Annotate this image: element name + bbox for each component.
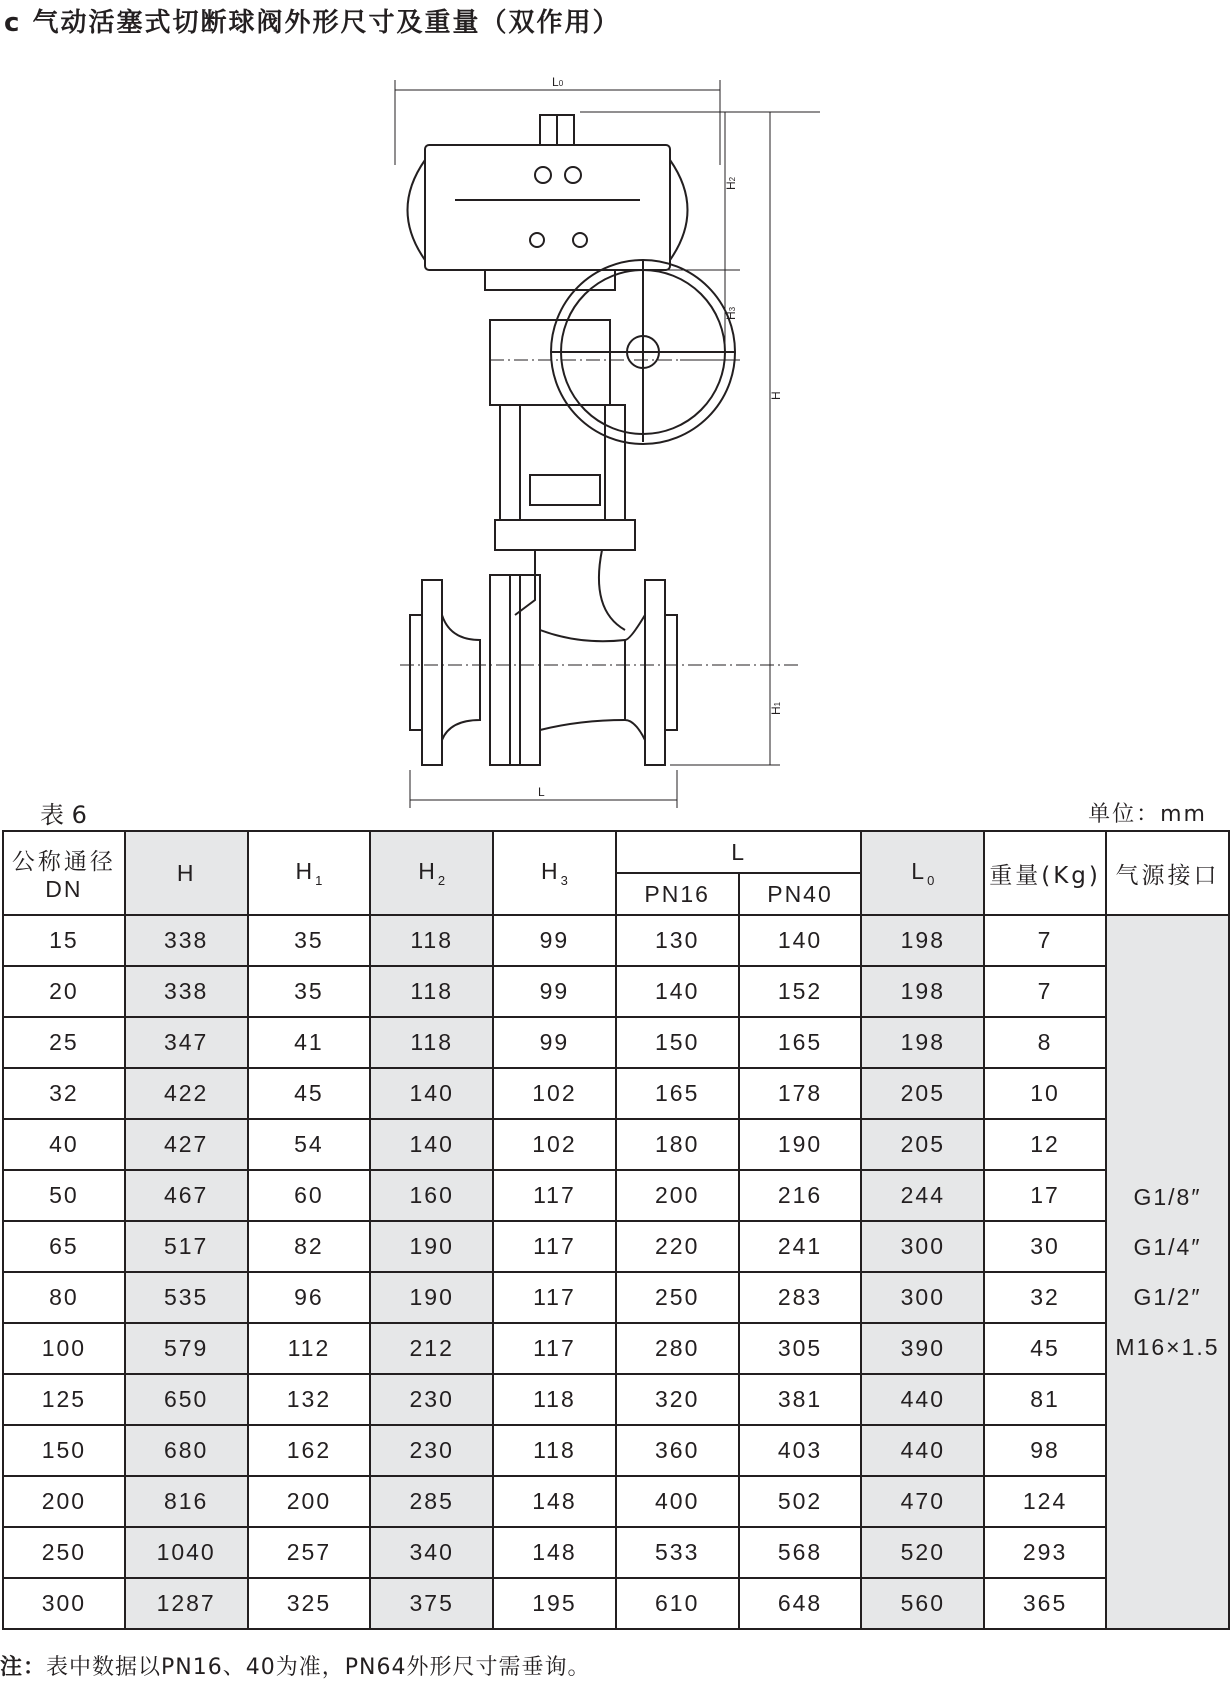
table-cell: 17 bbox=[984, 1170, 1106, 1221]
table-cell: 140 bbox=[370, 1119, 493, 1170]
table-row bbox=[3, 915, 1229, 966]
table-cell: 35 bbox=[248, 915, 371, 966]
table-cell: 165 bbox=[616, 1068, 739, 1119]
table-cell: 32 bbox=[3, 1068, 125, 1119]
table-row bbox=[3, 1578, 1229, 1629]
table-cell: 117 bbox=[493, 1221, 616, 1272]
table-cell: 347 bbox=[125, 1017, 248, 1068]
table-cell: 230 bbox=[370, 1425, 493, 1476]
table-cell: 118 bbox=[370, 1017, 493, 1068]
table-cell: 320 bbox=[616, 1374, 739, 1425]
table-cell: 533 bbox=[616, 1527, 739, 1578]
table-cell: 440 bbox=[861, 1374, 984, 1425]
table-row bbox=[3, 1017, 1229, 1068]
table-cell: 360 bbox=[616, 1425, 739, 1476]
table-cell: 160 bbox=[370, 1170, 493, 1221]
table-cell: 140 bbox=[370, 1068, 493, 1119]
table-cell: 140 bbox=[616, 966, 739, 1017]
table-cell: 1040 bbox=[125, 1527, 248, 1578]
table-cell: 190 bbox=[739, 1119, 862, 1170]
table-cell: 440 bbox=[861, 1425, 984, 1476]
table-cell: 220 bbox=[616, 1221, 739, 1272]
table-cell: 30 bbox=[984, 1221, 1106, 1272]
table-cell: 15 bbox=[3, 915, 125, 966]
table-cell: 12 bbox=[984, 1119, 1106, 1170]
header-l0: $L_0$ bbox=[861, 831, 984, 915]
table-cell: 381 bbox=[739, 1374, 862, 1425]
footnote bbox=[0, 1650, 590, 1681]
table-cell: 190 bbox=[370, 1221, 493, 1272]
table-cell: 40 bbox=[3, 1119, 125, 1170]
table-cell: 241 bbox=[739, 1221, 862, 1272]
table-cell: 118 bbox=[493, 1374, 616, 1425]
table-cell: 118 bbox=[370, 915, 493, 966]
table-cell: 10 bbox=[984, 1068, 1106, 1119]
table-row bbox=[3, 1272, 1229, 1323]
table-row bbox=[3, 1425, 1229, 1476]
air-connection-cell bbox=[1106, 915, 1229, 1629]
table-row bbox=[3, 1221, 1229, 1272]
table-cell: 230 bbox=[370, 1374, 493, 1425]
table-cell: 178 bbox=[739, 1068, 862, 1119]
table-cell: 81 bbox=[984, 1374, 1106, 1425]
air-connection-value: G1/2″ bbox=[1133, 1284, 1202, 1310]
footnote-text: 表中数据以PN16、40为准，PN64外形尺寸需垂询。 bbox=[46, 1655, 591, 1680]
table-cell: 300 bbox=[861, 1221, 984, 1272]
table-cell: 20 bbox=[3, 966, 125, 1017]
table-row bbox=[3, 966, 1229, 1017]
table-cell: 470 bbox=[861, 1476, 984, 1527]
dim-label-l0: L0 bbox=[552, 75, 564, 89]
table-cell: 7 bbox=[984, 915, 1106, 966]
table-cell: 195 bbox=[493, 1578, 616, 1629]
table-cell: 212 bbox=[370, 1323, 493, 1374]
table-cell: 50 bbox=[3, 1170, 125, 1221]
table-cell: 112 bbox=[248, 1323, 371, 1374]
table-cell: 244 bbox=[861, 1170, 984, 1221]
table-cell: 198 bbox=[861, 966, 984, 1017]
table-cell: 35 bbox=[248, 966, 371, 1017]
header-h: H bbox=[125, 831, 248, 915]
table-cell: 82 bbox=[248, 1221, 371, 1272]
table-cell: 118 bbox=[493, 1425, 616, 1476]
table-cell: 579 bbox=[125, 1323, 248, 1374]
table-cell: 130 bbox=[616, 915, 739, 966]
table-cell: 520 bbox=[861, 1527, 984, 1578]
table-cell: 285 bbox=[370, 1476, 493, 1527]
table-cell: 502 bbox=[739, 1476, 862, 1527]
air-connection-value: G1/4″ bbox=[1133, 1234, 1202, 1260]
table-cell: 100 bbox=[3, 1323, 125, 1374]
dim-label-h: H bbox=[769, 391, 783, 400]
dim-label-h1: H1 bbox=[769, 701, 783, 715]
table-row bbox=[3, 1476, 1229, 1527]
table-cell: 517 bbox=[125, 1221, 248, 1272]
table-cell: 338 bbox=[125, 915, 248, 966]
table-cell: 280 bbox=[616, 1323, 739, 1374]
table-cell: 325 bbox=[248, 1578, 371, 1629]
table-cell: 535 bbox=[125, 1272, 248, 1323]
table-cell: 205 bbox=[861, 1119, 984, 1170]
dim-label-h3: H3 bbox=[724, 306, 738, 320]
table-cell: 680 bbox=[125, 1425, 248, 1476]
header-dn: 公称通径 DN bbox=[3, 831, 125, 915]
valve-dimension-drawing bbox=[380, 70, 860, 799]
unit-label: 单位：mm bbox=[1088, 802, 1207, 827]
dim-label-h2: H2 bbox=[724, 176, 738, 190]
table-cell: 365 bbox=[984, 1578, 1106, 1629]
footnote-prefix: 注： bbox=[0, 1655, 47, 1680]
table-row bbox=[3, 1374, 1229, 1425]
table-cell: 102 bbox=[493, 1119, 616, 1170]
table-cell: 25 bbox=[3, 1017, 125, 1068]
table-row bbox=[3, 1068, 1229, 1119]
table-cell: 200 bbox=[3, 1476, 125, 1527]
table-cell: 118 bbox=[370, 966, 493, 1017]
table-cell: 65 bbox=[3, 1221, 125, 1272]
table-cell: 117 bbox=[493, 1170, 616, 1221]
table-cell: 162 bbox=[248, 1425, 371, 1476]
dimension-table bbox=[2, 830, 1230, 1630]
table-cell: 467 bbox=[125, 1170, 248, 1221]
table-cell: 250 bbox=[616, 1272, 739, 1323]
table-cell: 45 bbox=[248, 1068, 371, 1119]
header-h3: $H_3$ bbox=[493, 831, 616, 915]
table-cell: 60 bbox=[248, 1170, 371, 1221]
table-cell: 403 bbox=[739, 1425, 862, 1476]
table-row bbox=[3, 1527, 1229, 1578]
table-cell: 340 bbox=[370, 1527, 493, 1578]
table-cell: 198 bbox=[861, 915, 984, 966]
table-cell: 165 bbox=[739, 1017, 862, 1068]
table-cell: 32 bbox=[984, 1272, 1106, 1323]
table-cell: 198 bbox=[861, 1017, 984, 1068]
table-cell: 375 bbox=[370, 1578, 493, 1629]
table-cell: 200 bbox=[616, 1170, 739, 1221]
table-cell: 568 bbox=[739, 1527, 862, 1578]
table-cell: 102 bbox=[493, 1068, 616, 1119]
table-cell: 293 bbox=[984, 1527, 1106, 1578]
table-cell: 152 bbox=[739, 966, 862, 1017]
table-row bbox=[3, 1119, 1229, 1170]
table-cell: 148 bbox=[493, 1476, 616, 1527]
air-connection-value: G1/8″ bbox=[1133, 1184, 1202, 1210]
table-cell: 8 bbox=[984, 1017, 1106, 1068]
table-cell: 338 bbox=[125, 966, 248, 1017]
table-cell: 117 bbox=[493, 1323, 616, 1374]
table-cell: 610 bbox=[616, 1578, 739, 1629]
table-cell: 180 bbox=[616, 1119, 739, 1170]
header-air-connection: 气源接口 bbox=[1106, 831, 1229, 915]
table-cell: 200 bbox=[248, 1476, 371, 1527]
table-cell: 125 bbox=[3, 1374, 125, 1425]
table-cell: 150 bbox=[3, 1425, 125, 1476]
table-cell: 99 bbox=[493, 915, 616, 966]
table-cell: 560 bbox=[861, 1578, 984, 1629]
table-cell: 205 bbox=[861, 1068, 984, 1119]
table-cell: 305 bbox=[739, 1323, 862, 1374]
header-pn16: PN16 bbox=[616, 873, 739, 915]
table-cell: 124 bbox=[984, 1476, 1106, 1527]
dim-label-l: L bbox=[538, 785, 545, 799]
table-cell: 283 bbox=[739, 1272, 862, 1323]
header-h2: $H_2$ bbox=[370, 831, 493, 915]
table-cell: 132 bbox=[248, 1374, 371, 1425]
table-cell: 1287 bbox=[125, 1578, 248, 1629]
table-cell: 99 bbox=[493, 966, 616, 1017]
table-cell: 422 bbox=[125, 1068, 248, 1119]
table-cell: 250 bbox=[3, 1527, 125, 1578]
table-cell: 648 bbox=[739, 1578, 862, 1629]
table-cell: 150 bbox=[616, 1017, 739, 1068]
table-cell: 148 bbox=[493, 1527, 616, 1578]
table-cell: 650 bbox=[125, 1374, 248, 1425]
table-cell: 54 bbox=[248, 1119, 371, 1170]
table-cell: 300 bbox=[861, 1272, 984, 1323]
table-row bbox=[3, 1323, 1229, 1374]
header-weight: 重量(Kg) bbox=[984, 831, 1106, 915]
table-cell: 390 bbox=[861, 1323, 984, 1374]
table-cell: 98 bbox=[984, 1425, 1106, 1476]
table-label: 表 6 bbox=[40, 801, 87, 829]
table-cell: 400 bbox=[616, 1476, 739, 1527]
table-cell: 80 bbox=[3, 1272, 125, 1323]
table-cell: 300 bbox=[3, 1578, 125, 1629]
table-cell: 96 bbox=[248, 1272, 371, 1323]
table-cell: 216 bbox=[739, 1170, 862, 1221]
page-title: c 气动活塞式切断球阀外形尺寸及重量（双作用） bbox=[4, 8, 621, 38]
header-h1: $H_1$ bbox=[248, 831, 371, 915]
table-cell: 99 bbox=[493, 1017, 616, 1068]
table-cell: 190 bbox=[370, 1272, 493, 1323]
table-body bbox=[3, 915, 1229, 1629]
table-cell: 140 bbox=[739, 915, 862, 966]
table-cell: 117 bbox=[493, 1272, 616, 1323]
air-connection-value: M16×1.5 bbox=[1115, 1334, 1220, 1360]
header-l: L bbox=[616, 831, 862, 873]
table-cell: 7 bbox=[984, 966, 1106, 1017]
table-cell: 816 bbox=[125, 1476, 248, 1527]
table-row bbox=[3, 1170, 1229, 1221]
table-cell: 41 bbox=[248, 1017, 371, 1068]
table-cell: 257 bbox=[248, 1527, 371, 1578]
header-pn40: PN40 bbox=[739, 873, 862, 915]
table-cell: 427 bbox=[125, 1119, 248, 1170]
table-cell: 45 bbox=[984, 1323, 1106, 1374]
